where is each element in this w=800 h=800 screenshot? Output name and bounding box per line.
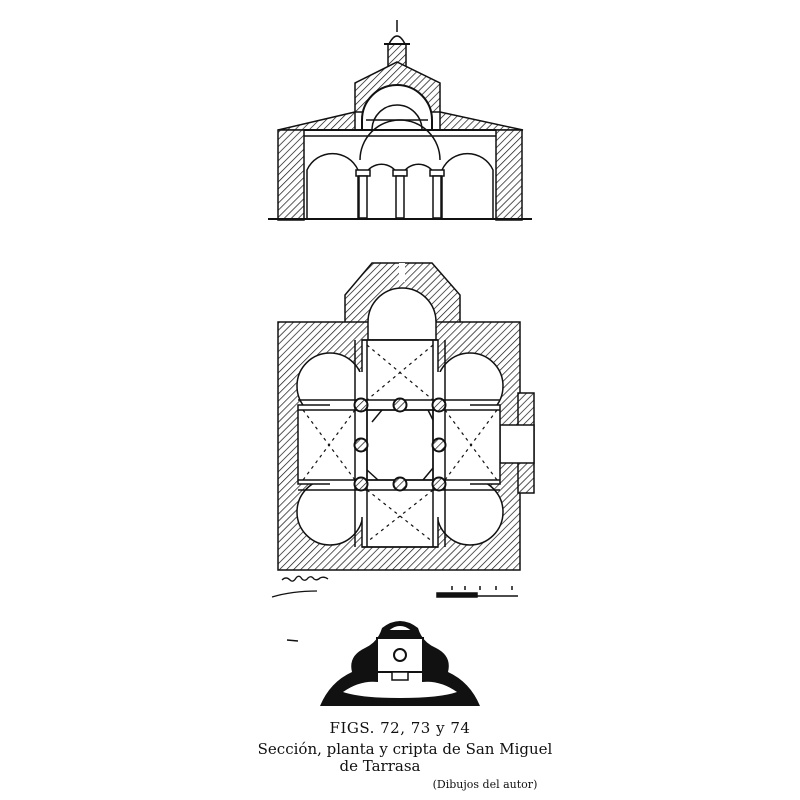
section-drawing — [268, 20, 532, 220]
caption-line-1: Sección, planta y cripta de San Miguel — [257, 740, 553, 758]
floor-plan — [278, 263, 534, 570]
artist-signature — [272, 576, 328, 597]
figure-numbers: FIGS. 72, 73 y 74 — [329, 719, 471, 737]
scale-bar — [437, 586, 518, 597]
crypt-drawing — [287, 621, 480, 706]
caption-credit: (Dibujos del autor) — [432, 778, 538, 791]
caption-line-2: de Tarrasa — [339, 757, 421, 775]
columns — [356, 170, 444, 218]
